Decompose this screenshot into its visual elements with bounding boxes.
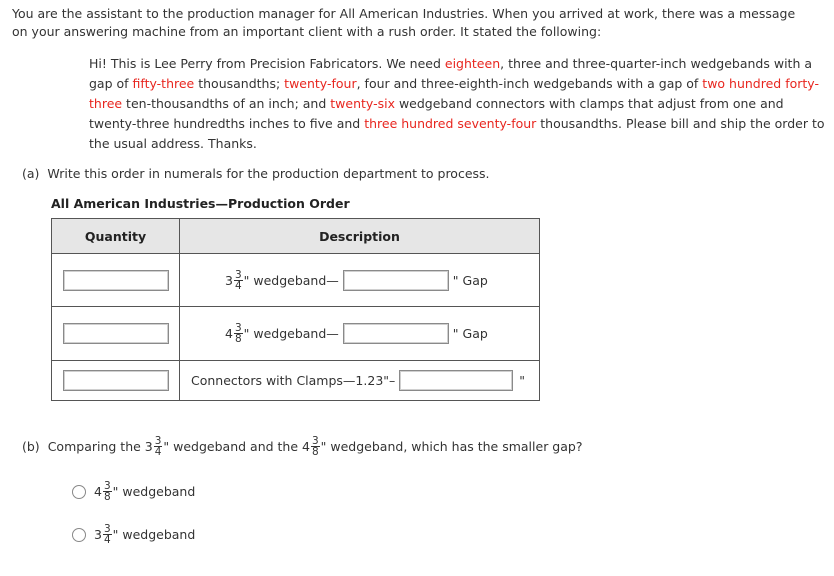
message-text: ten-thousandths of an inch; and [122,96,331,111]
mixed-number [145,436,164,457]
fraction-numerator: 3 [103,480,111,492]
part-a-text: Write this order in numerals for the production department to process. [47,166,490,181]
part-a-question [22,166,490,181]
fraction-denominator: 4 [234,279,242,292]
fraction-numerator: 3 [234,322,242,334]
whole-number: 4 [225,326,233,341]
fraction-denominator: 4 [103,534,111,546]
table-row [52,361,540,401]
message-text: thousandths; [194,76,285,91]
message-highlight: two hundred forty-three [89,76,819,111]
gap-input-row2[interactable] [343,323,449,344]
connectors-label: Connectors with Clamps—1.23"– [191,373,396,388]
gap-input-row1[interactable] [343,270,449,291]
client-message [89,54,825,154]
whole-number: 4 [94,484,102,499]
intro-text: You are the assistant to the production manager for All American Industries. When you arrived at work, there was a message on your answering machine from an important client with a rush order. It stated the following: [12,6,796,39]
part-b-text: Comparing the [47,439,145,454]
mixed-number [94,481,113,502]
message-text: Hi! This is Lee Perry from Precision Fabricators. We need [89,56,445,71]
table-row [52,307,540,361]
wedgeband-label: " wedgeband— [243,272,339,288]
message-text: wedgeband connectors with clamps that adjust from one and twenty-three hundredths inches to five and [89,96,784,131]
option-four-three-eighths[interactable] [72,481,195,502]
fraction-denominator: 4 [154,446,162,458]
quantity-input-row2[interactable] [63,323,169,344]
description-header: Description [180,219,540,254]
quantity-header: Quantity [52,219,180,254]
inch-mark: " [519,373,526,388]
message-highlight: twenty-four [284,76,357,91]
quantity-input-row3[interactable] [63,370,169,391]
message-text: , four and three-eighth-inch wedgebands with a gap of [356,76,703,91]
quantity-input-row1[interactable] [63,270,169,291]
production-order-table [51,218,540,401]
message-highlight: three hundred seventy-four [364,116,537,131]
gap-label: " Gap [452,272,488,288]
table-row [52,254,540,307]
fraction-denominator: 8 [234,333,242,345]
fraction-denominator: 8 [103,491,111,503]
message-highlight: fifty-three [132,76,195,91]
message-highlight: twenty-six [330,96,395,111]
whole-number: 3 [225,272,233,288]
fraction-numerator: 3 [154,435,162,447]
radio-button[interactable] [72,528,86,542]
description-cell [180,361,540,401]
message-highlight: eighteen [444,56,501,71]
mixed-number [225,270,244,291]
option-label: " wedgeband [112,527,196,542]
fraction-numerator: 3 [234,268,242,281]
part-a-label: (a) [22,166,40,181]
order-table-title: All American Industries—Production Order [51,196,350,211]
message-text: thousandths. Please bill and ship the order to the usual address. Thanks. [89,116,825,151]
wedgeband-label: " wedgeband— [243,326,339,341]
table-header-row [52,219,540,254]
whole-number: 3 [94,527,102,542]
part-b-label: (b) [22,439,40,454]
message-text: , three and three-quarter-inch wedgebands with a gap of [89,56,813,91]
part-b-text: " wedgeband, which has the smaller gap? [320,439,583,454]
mixed-number [302,436,321,457]
part-b-text: " wedgeband and the [163,439,303,454]
part-b-question [22,436,582,457]
fraction-numerator: 3 [103,523,111,535]
fraction-denominator: 8 [311,446,319,458]
quantity-cell [52,254,180,307]
fraction-numerator: 3 [311,435,319,447]
whole-number: 4 [302,439,310,454]
description-cell [180,254,540,307]
gap-label: " Gap [452,326,488,341]
quantity-cell [52,361,180,401]
radio-button[interactable] [72,485,86,499]
option-three-three-quarters[interactable] [72,524,195,545]
mixed-number [225,323,244,344]
option-label: " wedgeband [112,484,196,499]
description-cell [180,307,540,361]
whole-number: 3 [144,439,153,454]
quantity-cell [52,307,180,361]
mixed-number [94,524,113,545]
connector-range-input[interactable] [399,370,513,391]
